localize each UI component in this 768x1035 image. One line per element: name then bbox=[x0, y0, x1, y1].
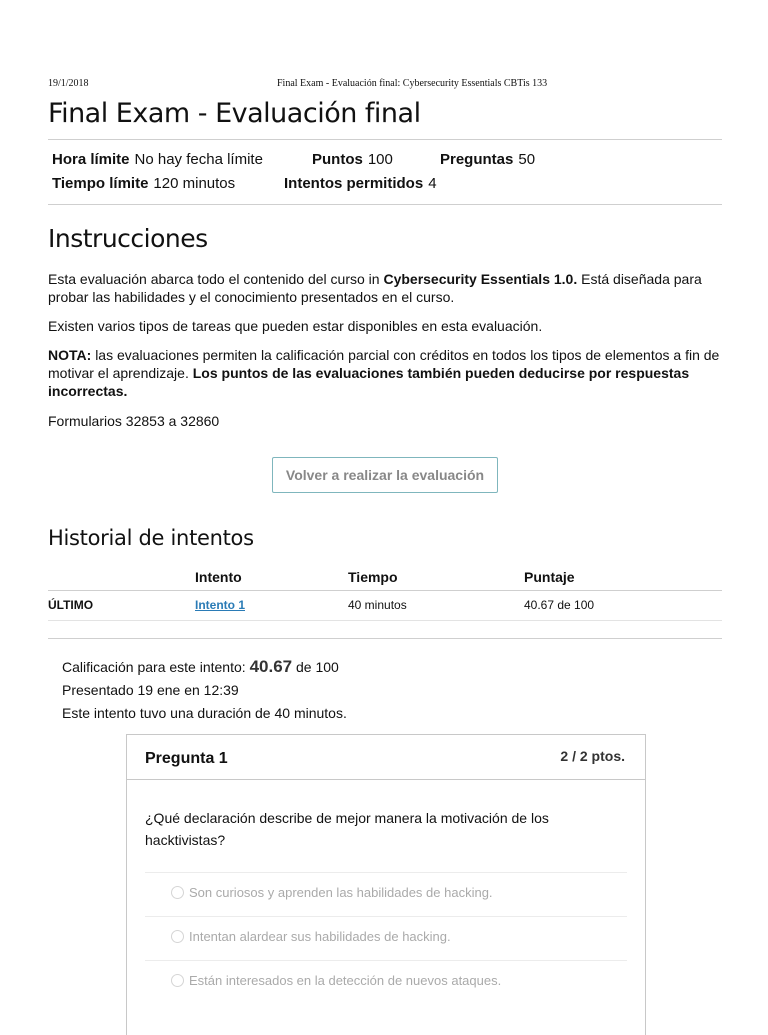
answer-label: Están interesados en la detección de nuevos ataques. bbox=[189, 973, 502, 988]
score-suffix: de 100 bbox=[296, 659, 339, 675]
answer-option[interactable] bbox=[145, 916, 627, 961]
radio-icon[interactable] bbox=[171, 886, 184, 899]
instructions-note bbox=[48, 346, 738, 400]
page-title: Final Exam - Evaluación final bbox=[48, 98, 421, 129]
divider bbox=[48, 139, 722, 140]
divider bbox=[48, 638, 722, 639]
score-line bbox=[62, 657, 339, 677]
course-name: Cybersecurity Essentials 1.0. bbox=[383, 271, 578, 287]
column-header-intento: Intento bbox=[195, 569, 242, 585]
meta-value: 50 bbox=[518, 151, 536, 168]
instructions-paragraph-1 bbox=[48, 270, 738, 306]
column-header-tiempo: Tiempo bbox=[348, 569, 398, 585]
meta-label: Tiempo límite bbox=[52, 175, 149, 192]
instructions-text: Está diseñada para probar las habilidades y el conocimiento presentados en el curso. bbox=[48, 271, 702, 305]
attempt-score: 40.67 de 100 bbox=[524, 598, 595, 612]
radio-icon[interactable] bbox=[171, 930, 184, 943]
attempt-link[interactable]: Intento 1 bbox=[195, 598, 245, 612]
table-header-divider bbox=[48, 590, 722, 591]
question-card bbox=[126, 734, 646, 1035]
answer-label: Son curiosos y aprenden las habilidades de hacking. bbox=[189, 885, 493, 900]
meta-label: Intentos permitidos bbox=[284, 175, 424, 192]
column-header-puntaje: Puntaje bbox=[524, 569, 575, 585]
answer-option[interactable] bbox=[145, 960, 627, 1005]
divider bbox=[48, 204, 722, 205]
meta-preguntas bbox=[440, 151, 535, 168]
note-label: NOTA: bbox=[48, 347, 92, 363]
meta-puntos bbox=[312, 151, 393, 168]
instructions-heading: Instrucciones bbox=[48, 224, 208, 253]
meta-intentos bbox=[284, 175, 437, 192]
score-prefix: Calificación para este intento: bbox=[62, 659, 246, 675]
history-heading: Historial de intentos bbox=[48, 526, 254, 550]
divider bbox=[48, 620, 722, 621]
note-bold-text: Los puntos de las evaluaciones también pueden deducirse por respuestas incorrectas. bbox=[48, 365, 690, 399]
retake-exam-button[interactable]: Volver a realizar la evaluación bbox=[272, 457, 498, 493]
instructions-forms: Formularios 32853 a 32860 bbox=[48, 413, 220, 429]
answer-option[interactable] bbox=[145, 872, 627, 917]
meta-value: 120 minutos bbox=[153, 175, 236, 192]
question-text: ¿Qué declaración describe de mejor manera la motivación de los hacktivistas? bbox=[145, 810, 549, 848]
print-header-title: Final Exam - Evaluación final: Cybersecurity Essentials CBTis 133 bbox=[277, 78, 548, 89]
radio-icon[interactable] bbox=[171, 974, 184, 987]
instructions-text: Esta evaluación abarca todo el contenido del curso in bbox=[48, 271, 380, 287]
submitted-date: Presentado 19 ene en 12:39 bbox=[62, 682, 239, 698]
note-text: las evaluaciones permiten la calificación parcial con créditos en todos los tipos de elementos a fin de motivar el aprendizaje. bbox=[48, 347, 720, 381]
meta-label: Hora límite bbox=[52, 151, 130, 168]
attempt-time: 40 minutos bbox=[348, 598, 407, 612]
meta-label: Preguntas bbox=[440, 151, 514, 168]
meta-value: 100 bbox=[367, 151, 393, 168]
answer-label: Intentan alardear sus habilidades de hacking. bbox=[189, 929, 451, 944]
meta-hora-limite bbox=[52, 151, 263, 168]
meta-tiempo-limite bbox=[52, 175, 235, 192]
question-points: 2 / 2 ptos. bbox=[560, 748, 625, 764]
meta-value: No hay fecha límite bbox=[134, 151, 263, 168]
print-date: 19/1/2018 bbox=[48, 78, 89, 89]
score-value: 40.67 bbox=[249, 657, 293, 676]
meta-label: Puntos bbox=[312, 151, 363, 168]
row-label: ÚLTIMO bbox=[48, 598, 94, 612]
question-title: Pregunta 1 bbox=[145, 750, 228, 767]
question-header bbox=[127, 735, 645, 780]
attempt-duration: Este intento tuvo una duración de 40 minutos. bbox=[62, 705, 347, 721]
instructions-paragraph-2: Existen varios tipos de tareas que pueden estar disponibles en esta evaluación. bbox=[48, 318, 543, 334]
meta-value: 4 bbox=[428, 175, 437, 192]
